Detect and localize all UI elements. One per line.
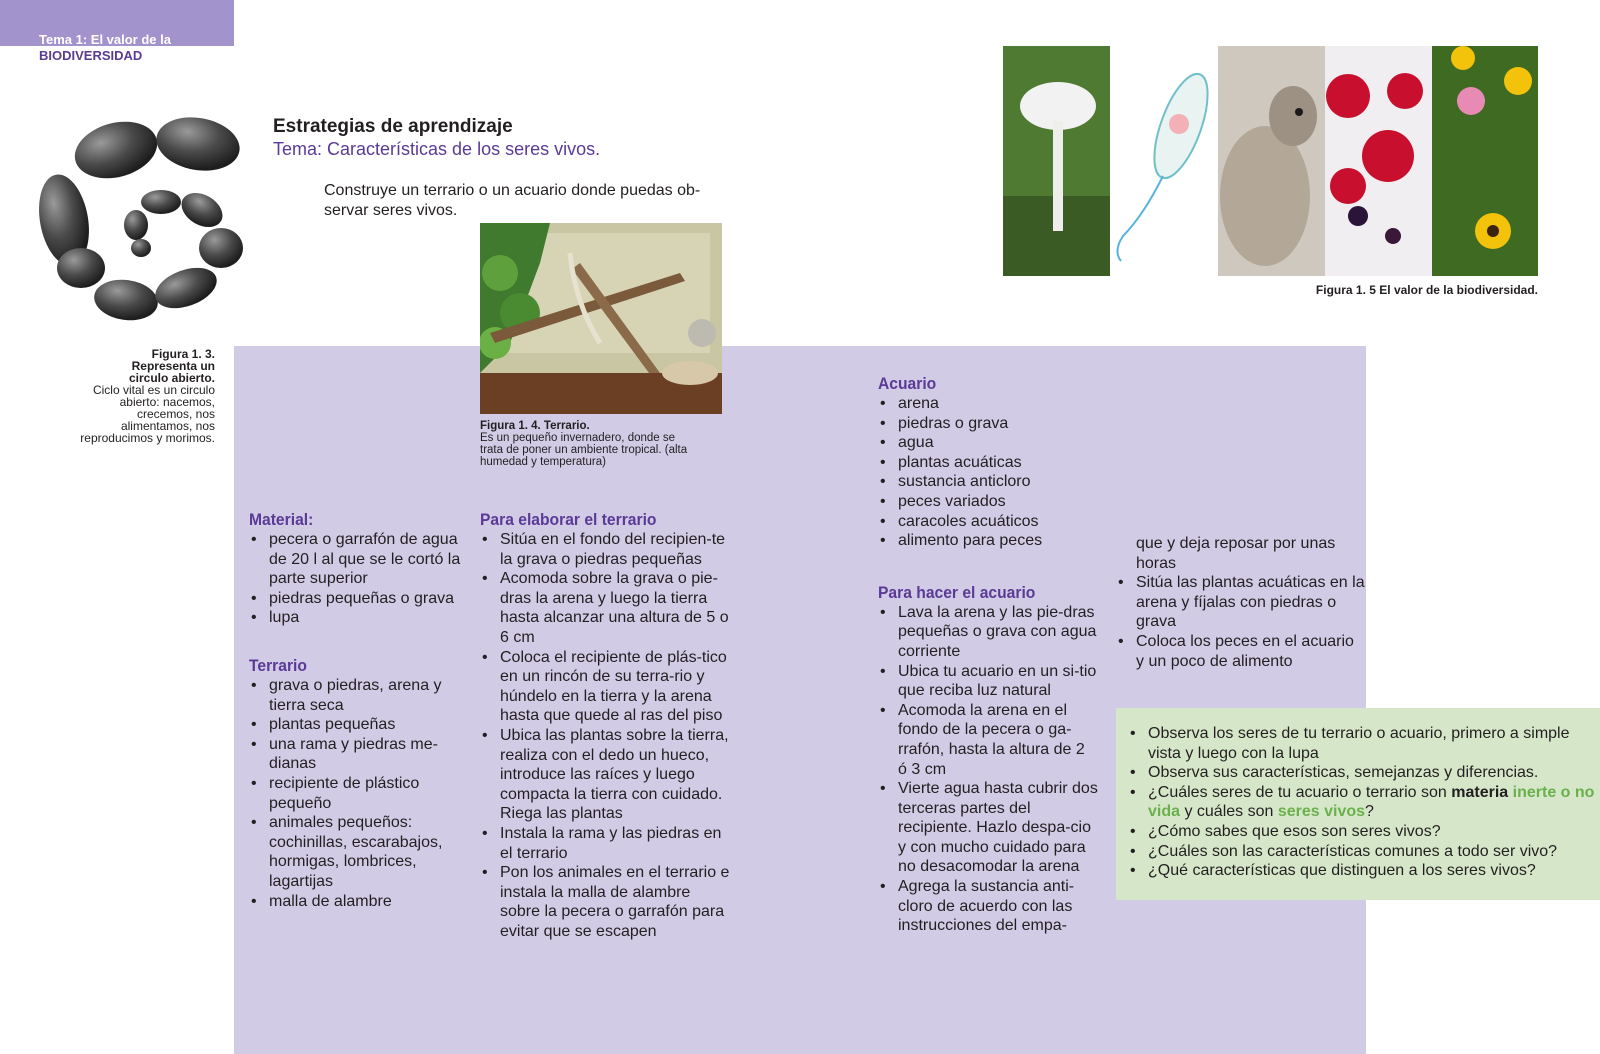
q3-seres-vivos: seres vivos: [1277, 803, 1366, 821]
list-item: • Ubica las plantas sobre la tierra, realiza con el dedo un hueco, introduce las raíces y luego compacta la tierra con cuidado. Riega las plantas: [480, 726, 730, 824]
flowers-photo: [1432, 46, 1538, 276]
q3-materia: materia: [1451, 783, 1509, 801]
list-item: • recipiente de plástico pequeño: [249, 774, 469, 813]
figure-1-3-caption: [40, 348, 215, 444]
figure-1-3-label-3: circulo abierto.: [128, 371, 215, 385]
topic-tab-title: Tema 1: El valor de la: [39, 32, 171, 47]
figure-1-3-desc-3: crecemos, nos: [136, 407, 215, 421]
mushroom-photo: [1003, 46, 1110, 276]
figure-1-4-desc-2: trata de poner un ambiente tropical. (alta: [480, 444, 688, 456]
topic-tab-subtitle: BIODIVERSIDAD: [39, 48, 143, 63]
figure-1-3-desc-2: abierto: nacemos,: [119, 395, 215, 409]
list-item: • Vierte agua hasta cubrir dos terceras partes del recipiente. Hazlo despa-cio y con mucho cuidado para no desacomodar la arena: [878, 779, 1098, 877]
page-heading: Estrategias de aprendizaje: [273, 116, 513, 137]
aquarium-continuation-column: [1116, 534, 1366, 671]
question-item: • ¿Cómo sabes que esos son seres vivos?: [1128, 822, 1598, 842]
hacer-acuario-title: Para hacer el acuario: [878, 582, 1036, 602]
list-item: • pecera o garrafón de agua de 20 l al que se le cortó la parte superior: [249, 530, 469, 589]
list-item: • Agrega la sustancia anti-cloro de acuerdo con las instrucciones del empa-: [878, 877, 1098, 936]
list-item: • Pon los animales en el terrario e instala la malla de alambre sobre la pecera o garrafón para evitar que se escapen: [480, 863, 730, 941]
list-item: • Coloca el recipiente de plás-tico en un rincón de su terra-rio y húndelo en la tierra y la arena hasta que quede al ras del piso: [480, 648, 730, 726]
question-item: [1128, 783, 1598, 822]
biodiversity-strip: [1003, 46, 1538, 276]
figure-1-3-label: Figura 1. 3.: [151, 347, 215, 361]
acuario-list: [878, 394, 1098, 551]
list-item: • Lava la arena y las pie-dras pequeñas o grava con agua corriente: [878, 603, 1098, 662]
continuation-text: que y deja reposar por unas horas: [1136, 535, 1336, 572]
terrarium-photo: [480, 223, 722, 414]
q3-text-d: y cuáles son: [1180, 803, 1278, 821]
materials-column: [249, 510, 469, 911]
list-item: • plantas pequeñas: [249, 715, 469, 735]
page-subheading: Tema: Características de los seres vivos.: [273, 139, 601, 159]
figure-1-3-desc-1: Ciclo vital es un circulo: [92, 383, 215, 397]
protozoan-illustration: [1110, 46, 1219, 276]
figure-1-3-desc-5: reproducimos y morimos.: [80, 431, 215, 445]
acuario-title: Acuario: [878, 374, 937, 393]
question-item: • ¿Cuáles son las características comunes a todo ser vivo?: [1128, 842, 1598, 862]
figure-1-4-label: Figura 1. 4. Terrario.: [480, 420, 590, 432]
stones-circle-image: [36, 110, 258, 335]
list-item: • Sitúa en el fondo del recipien-te la grava o piedras pequeñas: [480, 530, 730, 569]
list-item: • piedras pequeñas o grava: [249, 589, 469, 609]
material-list: [249, 530, 469, 628]
list-item: • sustancia anticloro: [878, 472, 1098, 492]
figure-1-3-desc-4: alimentamos, nos: [120, 419, 215, 433]
elaborar-list: [480, 530, 730, 941]
intro-line-2: servar seres vivos.: [324, 202, 458, 219]
terrarium-steps-column: [480, 510, 730, 941]
list-item: • plantas acuáticas: [878, 453, 1098, 473]
q3-text-a: ¿Cuáles seres de tu acuario o terrario son: [1148, 783, 1452, 801]
list-item: • Sitúa las plantas acuáticas en la arena y fíjalas con piedras o grava: [1116, 573, 1366, 632]
list-item: • piedras o grava: [878, 414, 1098, 434]
terrario-title: Terrario: [249, 655, 307, 675]
aquarium-column: [878, 374, 1098, 936]
list-item: • malla de alambre: [249, 892, 469, 912]
list-item: • animales pequeños: cochinillas, escarabajos, hormigas, lombrices, lagartijas: [249, 813, 469, 891]
squirrel-photo: [1218, 46, 1325, 276]
hacer-acuario-list-2: [1116, 573, 1366, 671]
list-item: • agua: [878, 433, 1098, 453]
list-item: • lupa: [249, 608, 469, 628]
intro-line-1: Construye un terrario o un acuario donde puedas ob-: [324, 182, 701, 199]
figure-1-5-caption: Figura 1. 5 El valor de la biodiversidad.: [1315, 283, 1538, 297]
q3-text-f: ?: [1365, 803, 1374, 821]
question-item: • Observa sus características, semejanzas y diferencias.: [1128, 763, 1598, 783]
q3-inerte: inerte o no vida: [1148, 783, 1595, 821]
question-item: • Observa los seres de tu terrario o acuario, primero a simple vista y luego con la lupa: [1128, 724, 1598, 763]
figure-1-4-caption: [480, 420, 725, 468]
list-item: • peces variados: [878, 492, 1098, 512]
list-item: • caracoles acuáticos: [878, 512, 1098, 532]
elaborar-title: Para elaborar el terrario: [480, 510, 657, 529]
question-item: • ¿Qué características que distinguen a los seres vivos?: [1128, 861, 1598, 881]
intro-text: [324, 181, 734, 221]
figure-1-4-desc-3: humedad y temperatura): [480, 456, 606, 468]
list-item: • grava o piedras, arena y tierra seca: [249, 676, 469, 715]
hacer-acuario-list: [878, 603, 1098, 936]
list-item: • Instala la rama y las piedras en el terrario: [480, 824, 730, 863]
list-item: • una rama y piedras me-dianas: [249, 735, 469, 774]
figure-1-3-label-2: Representa un: [131, 359, 215, 373]
list-item: • Acomoda sobre la grava o pie-dras la arena y luego la tierra hasta alcanzar una altura de 5 o 6 cm: [480, 569, 730, 647]
list-item: • Ubica tu acuario en un si-tio que reciba luz natural: [878, 662, 1098, 701]
material-title: Material:: [249, 510, 314, 529]
list-item: • alimento para peces: [878, 531, 1098, 551]
terrario-list: [249, 676, 469, 911]
cells-photo: [1325, 46, 1432, 276]
questions-list: [1128, 724, 1598, 881]
list-item: • arena: [878, 394, 1098, 414]
list-item: • Acomoda la arena en el fondo de la pecera o ga-rrafón, hasta la altura de 2 ó 3 cm: [878, 701, 1098, 779]
list-item: • Coloca los peces en el acuario y un poco de alimento: [1116, 632, 1366, 671]
figure-1-4-desc-1: Es un pequeño invernadero, donde se: [480, 432, 676, 444]
